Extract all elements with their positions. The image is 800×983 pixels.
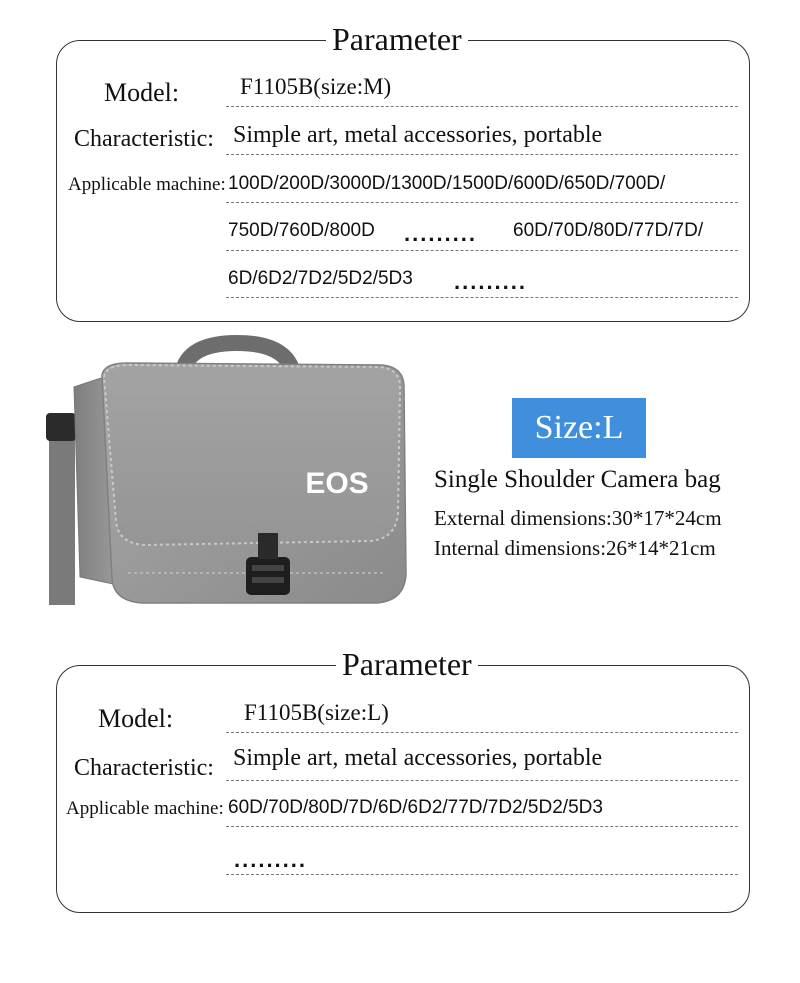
panel-l-divider-3 [226, 826, 738, 827]
panel-l-machine-label: Applicable machine: [66, 798, 224, 819]
parameter-panel-l [56, 665, 750, 913]
panel-l-title: Parameter [336, 647, 478, 681]
panel-l-machine-line-1: 60D/70D/80D/7D/6D/6D2/77D/7D2/5D2/5D3 [228, 797, 603, 818]
camera-bag-illustration [32, 335, 422, 615]
panel-m-divider-3 [226, 202, 738, 203]
panel-l-model-value: F1105B(size:L) [244, 700, 389, 725]
product-name: Single Shoulder Camera bag [434, 466, 721, 493]
panel-m-characteristic-label: Characteristic: [74, 126, 214, 152]
panel-l-characteristic-value: Simple art, metal accessories, portable [233, 745, 603, 771]
internal-dimensions: Internal dimensions:26*14*21cm [434, 536, 716, 560]
camera-bag-image [32, 335, 422, 615]
panel-m-machine-line-2-dots: ......... [404, 221, 478, 246]
panel-m-divider-5 [226, 297, 738, 298]
panel-l-machine-line-2-dots: ......... [234, 847, 308, 872]
panel-m-machine-line-2b: 60D/70D/80D/77D/7D/ [513, 220, 704, 241]
panel-m-machine-line-3: 6D/6D2/7D2/5D2/5D3 [228, 268, 413, 289]
panel-m-machine-label: Applicable machine: [68, 174, 226, 195]
panel-l-characteristic-label: Characteristic: [74, 755, 214, 781]
panel-m-characteristic-value: Simple art, metal accessories, portable [233, 122, 603, 148]
panel-m-machine-line-1: 100D/200D/3000D/1300D/1500D/600D/650D/700D/ [228, 173, 666, 194]
panel-m-title: Parameter [326, 22, 468, 56]
panel-m-model-value: F1105B(size:M) [240, 74, 392, 99]
external-dimensions: External dimensions:30*17*24cm [434, 506, 722, 530]
panel-m-machine-line-2a: 750D/760D/800D [228, 220, 375, 241]
bag-brand-text: EOS [305, 467, 369, 500]
panel-l-divider-1 [226, 732, 738, 733]
panel-l-divider-4 [226, 874, 738, 875]
panel-m-divider-4 [226, 250, 738, 251]
panel-m-divider-1 [226, 106, 738, 107]
panel-m-model-label: Model: [104, 78, 180, 107]
panel-l-model-label: Model: [98, 704, 174, 733]
panel-m-machine-line-3-dots: ......... [454, 269, 528, 294]
panel-m-divider-2 [226, 154, 738, 155]
size-badge: Size:L [512, 398, 646, 458]
panel-l-divider-2 [226, 780, 738, 781]
